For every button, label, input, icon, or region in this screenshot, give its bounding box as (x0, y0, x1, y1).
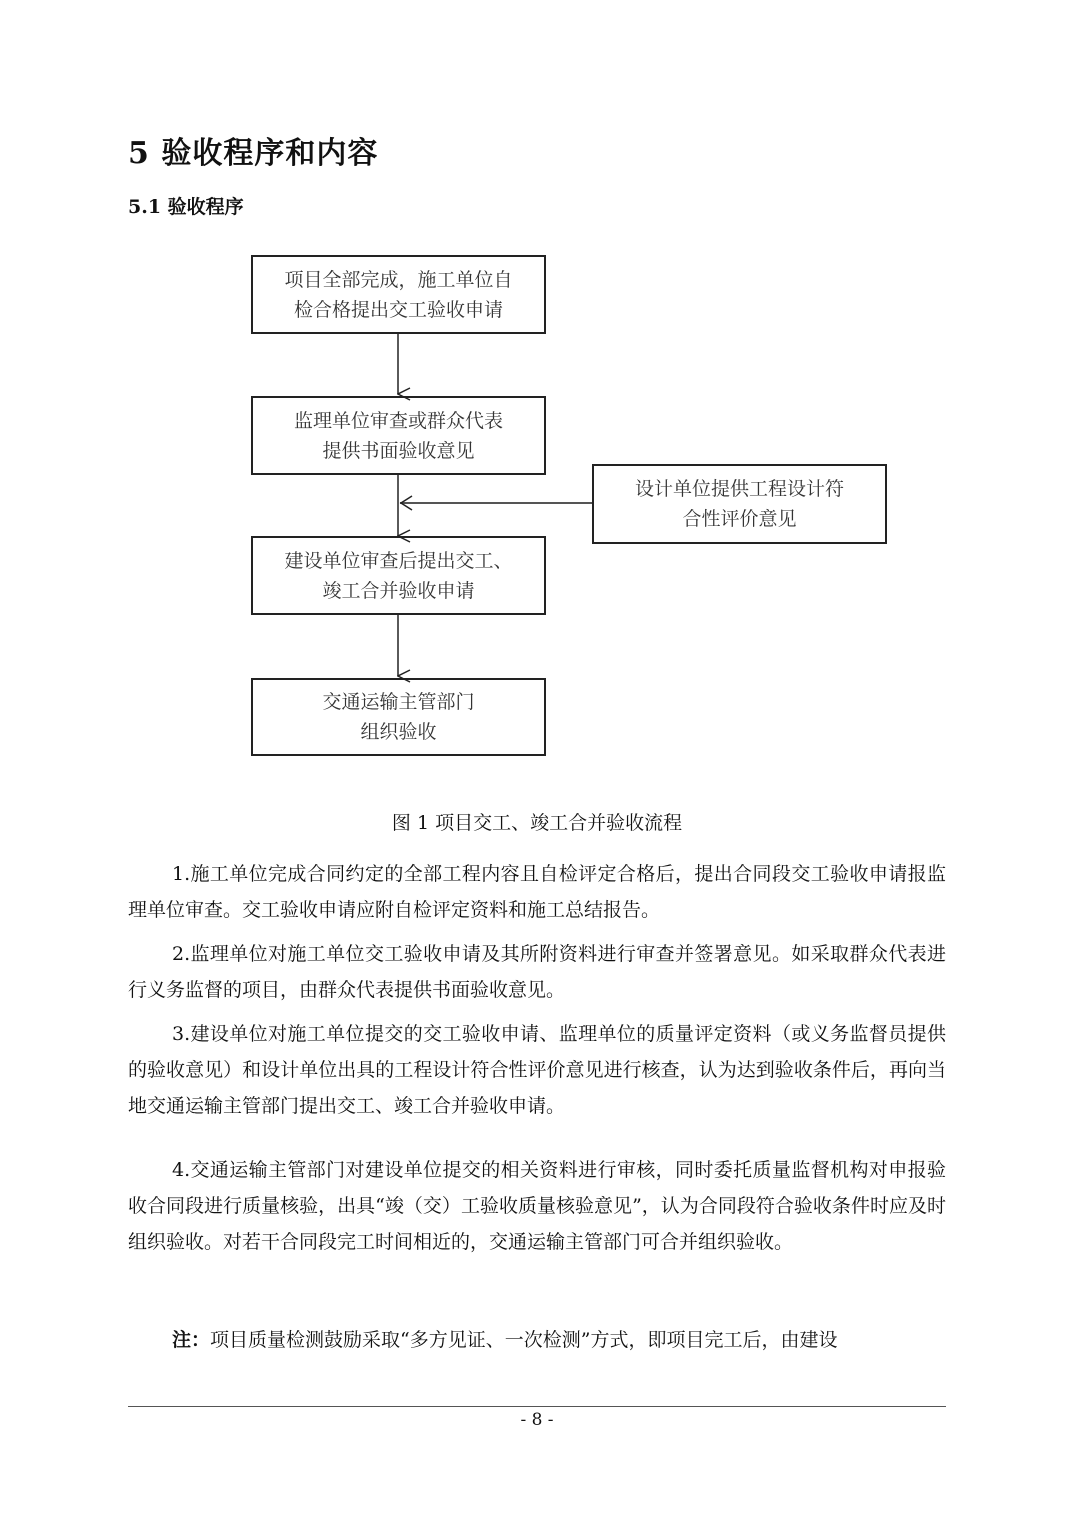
footer-divider (128, 1406, 946, 1407)
note-paragraph (128, 1322, 946, 1358)
paragraph-1: 1.施工单位完成合同约定的全部工程内容且自检评定合格后，提出合同段交工验收申请报监理单位审查。交工验收申请应附自检评定资料和施工总结报告。 (128, 863, 946, 921)
section-heading: 5 验收程序和内容 (128, 136, 379, 171)
subsection-heading: 5.1 验收程序 (128, 196, 244, 218)
flow-box-owner-application (251, 536, 546, 615)
note-text: 项目质量检测鼓励采取“多方见证、一次检测”方式，即项目完工后，由建设 (210, 1329, 838, 1351)
figure-caption: 图 1 项目交工、竣工合并验收流程 (391, 812, 683, 834)
paragraph-4: 4.交通运输主管部门对建设单位提交的相关资料进行审核，同时委托质量监督机构对申报验收合同段进行质量核验，出具“竣（交）工验收质量核验意见”，认为合同段符合验收条件时应及时组织验收。对若干合同段完工时间相近的，交通运输主管部门可合并组织验收。 (128, 1159, 946, 1253)
flow-box-text: 项目全部完成，施工单位自 检合格提出交工验收申请 (284, 268, 513, 321)
paragraph-3: 3.建设单位对施工单位提交的交工验收申请、监理单位的质量评定资料（或义务监督员提供的验收意见）和设计单位出具的工程设计符合性评价意见进行核查，认为达到验收条件后，再向当地交通运输主管部门提出交工、竣工合并验收申请。 (128, 1023, 946, 1117)
flow-box-supervisor-review (251, 396, 546, 475)
flow-box-authority-acceptance (251, 678, 546, 756)
flow-box-completion (251, 255, 546, 334)
note-label: 注： (172, 1329, 211, 1351)
flow-box-text: 建设单位审查后提出交工、 竣工合并验收申请 (284, 549, 513, 602)
flow-box-design-opinion (592, 464, 887, 544)
flow-box-text: 设计单位提供工程设计符 合性评价意见 (634, 478, 844, 530)
page-number: - 8 - (520, 1410, 554, 1430)
paragraph-2: 2.监理单位对施工单位交工验收申请及其所附资料进行审查并签署意见。如采取群众代表进行义务监督的项目，由群众代表提供书面验收意见。 (128, 943, 946, 1001)
flow-box-text: 交通运输主管部门 组织验收 (322, 691, 475, 743)
flow-box-text: 监理单位审查或群众代表 提供书面验收意见 (293, 409, 503, 462)
